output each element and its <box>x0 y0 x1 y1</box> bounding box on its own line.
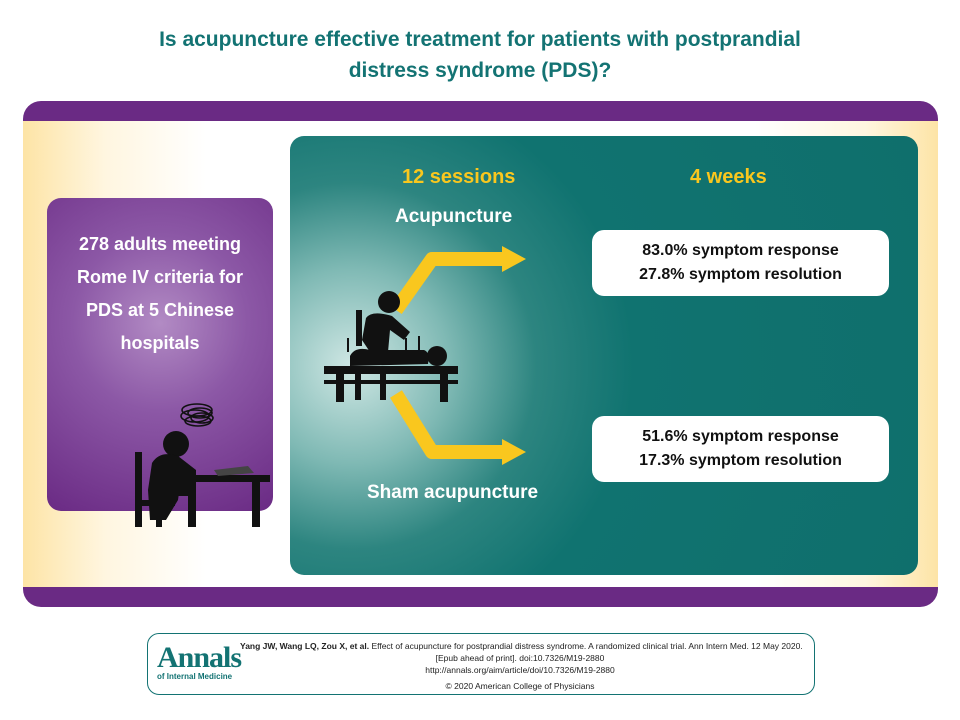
control-resolution: 17.3% symptom resolution <box>639 452 842 469</box>
population-line-3: PDS at 5 Chinese <box>85 300 235 320</box>
citation-copyright: © 2020 American College of Physicians <box>445 681 595 691</box>
population-line-1: 278 adults meeting <box>78 234 242 254</box>
citation-line-1 <box>240 641 803 651</box>
arm-treatment-label: Acupuncture <box>395 206 513 227</box>
control-result-box <box>592 416 889 482</box>
citation-epub: [Epub ahead of print]. doi:10.7326/M19-2880 <box>435 653 605 663</box>
journal-logo-subtitle: of Internal Medicine <box>157 672 233 681</box>
treatment-resolution: 27.8% symptom resolution <box>639 266 842 283</box>
duration-label: 4 weeks <box>690 166 767 188</box>
acupuncture-treatment-icon <box>324 291 458 402</box>
citation-text: Effect of acupuncture for postprandial distress syndrome. A randomized clinical trial. Ann Intern Med. 12 May 2020. <box>371 641 803 651</box>
journal-logo: Annals <box>157 641 242 674</box>
control-response: 51.6% symptom response <box>642 428 839 445</box>
treatment-response: 83.0% symptom response <box>642 242 839 259</box>
sessions-label: 12 sessions <box>402 166 516 188</box>
citation-authors: Yang JW, Wang LQ, Zou X, et al. <box>240 641 370 651</box>
population-line-2: Rome IV criteria for <box>76 267 244 287</box>
arrow-head-upper <box>502 246 526 272</box>
arm-control-label: Sham acupuncture <box>367 482 539 503</box>
arrow-head-lower <box>502 439 526 465</box>
stressed-patient-icon <box>135 404 270 527</box>
title-line-2: distress syndrome (PDS)? <box>348 59 612 82</box>
title-line-1: Is acupuncture effective treatment for patients with postprandial <box>159 28 801 51</box>
treatment-result-box <box>592 230 889 296</box>
population-line-4: hospitals <box>120 333 200 353</box>
citation-url[interactable]: http://annals.org/aim/article/doi/10.7326/M19-2880 <box>425 665 615 675</box>
